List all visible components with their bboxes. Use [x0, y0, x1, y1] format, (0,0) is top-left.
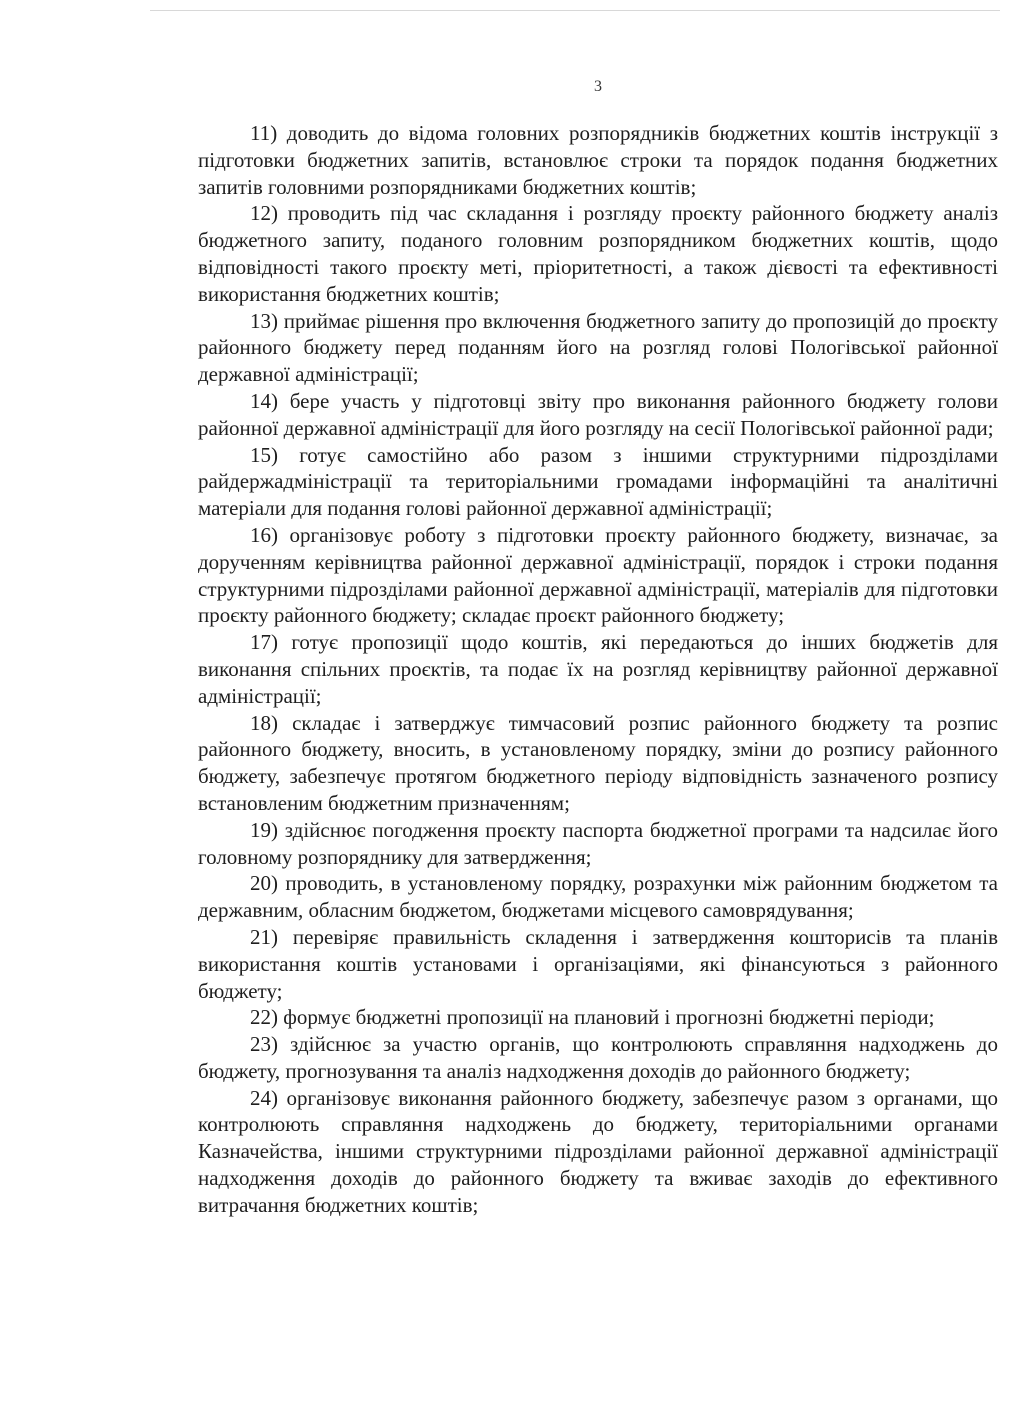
paragraph-item-22: 22) формує бюджетні пропозиції на плановий і прогнозні бюджетні періоди;	[250, 1005, 935, 1030]
paragraph-item-14: 14) бере участь у підготовці звіту про виконання районного бюджету голови районної державної адміністрації для його розгляду на сесії Пологівської районної ради;	[198, 388, 998, 440]
paragraph-item-11: 11) доводить до відома головних розпорядників бюджетних коштів інструкції з підготовки бюджетних запитів, встановлює строки та порядок подання бюджетних запитів головними розпорядниками бюджетних коштів;	[198, 121, 998, 199]
paragraph-item-24: 24) організовує виконання районного бюджету, забезпечує разом з органами, що контролюють справляння надходжень до бюджету, територіальними органами Казначейства, іншими структурними підрозділами районної державної адміністрації надходження доходів до районного бюджету та вживає заходів до ефективного витрачання бюджетних коштів;	[198, 1085, 998, 1217]
paragraph-item-23: 23) здійснює за участю органів, що контролюють справляння надходжень до бюджету, прогнозування та аналіз надходження доходів до районного бюджету;	[198, 1032, 998, 1083]
document-body	[198, 120, 998, 1219]
page-number: 3	[594, 78, 602, 95]
paragraph-item-15: 15) готує самостійно або разом з іншими структурними підрозділами райдержадміністрації та територіальними громадами інформаційні та аналітичні матеріали для подання голові районної державної адміністрації;	[198, 442, 998, 521]
paragraph-item-19: 19) здійснює погодження проєкту паспорта бюджетної програми та надсилає його головному розпоряднику для затвердження;	[198, 817, 998, 869]
paragraph-item-12: 12) проводить під час складання і розгляду проєкту районного бюджету аналіз бюджетного запиту, поданого головним розпорядником бюджетних коштів, щодо відповідності такого проєкту меті, пріоритетності, а також дієвості та ефективності використання бюджетних коштів;	[198, 201, 998, 306]
paragraph-item-17: 17) готує пропозиції щодо коштів, які передаються до інших бюджетів для виконання спільних проєктів, та подає їх на розгляд керівництву районної державної адміністрації;	[198, 630, 998, 708]
scan-edge-line	[150, 10, 1000, 11]
paragraph-item-21: 21) перевіряє правильність складення і затвердження кошторисів та планів використання коштів установами і організаціями, які фінансуються з районного бюджету;	[198, 924, 998, 1003]
paragraph-item-18: 18) складає і затверджує тимчасовий розпис районного бюджету та розпис районного бюджету, вносить, в установленому порядку, зміни до розпису районного бюджету, забезпечує протягом бюджетного періоду відповідність зазначеного розпису встановленим бюджетним призначенням;	[198, 710, 998, 815]
paragraph-item-16: 16) організовує роботу з підготовки проєкту районного бюджету, визначає, за дорученням керівництва районної державної адміністрації, порядок і строки подання структурними підрозділами районної державної адміністрації, матеріалів для підготовки проєкту районного бюджету; складає проєкт районного бюджету;	[198, 522, 998, 628]
paragraph-item-13: 13) приймає рішення про включення бюджетного запиту до пропозицій до проєкту районного бюджету перед поданням його на розгляд голові Пологівської районної державної адміністрації;	[198, 308, 998, 387]
paragraph-item-20: 20) проводить, в установленому порядку, розрахунки між районним бюджетом та державним, обласним бюджетом, бюджетами місцевого самоврядування;	[198, 871, 998, 923]
